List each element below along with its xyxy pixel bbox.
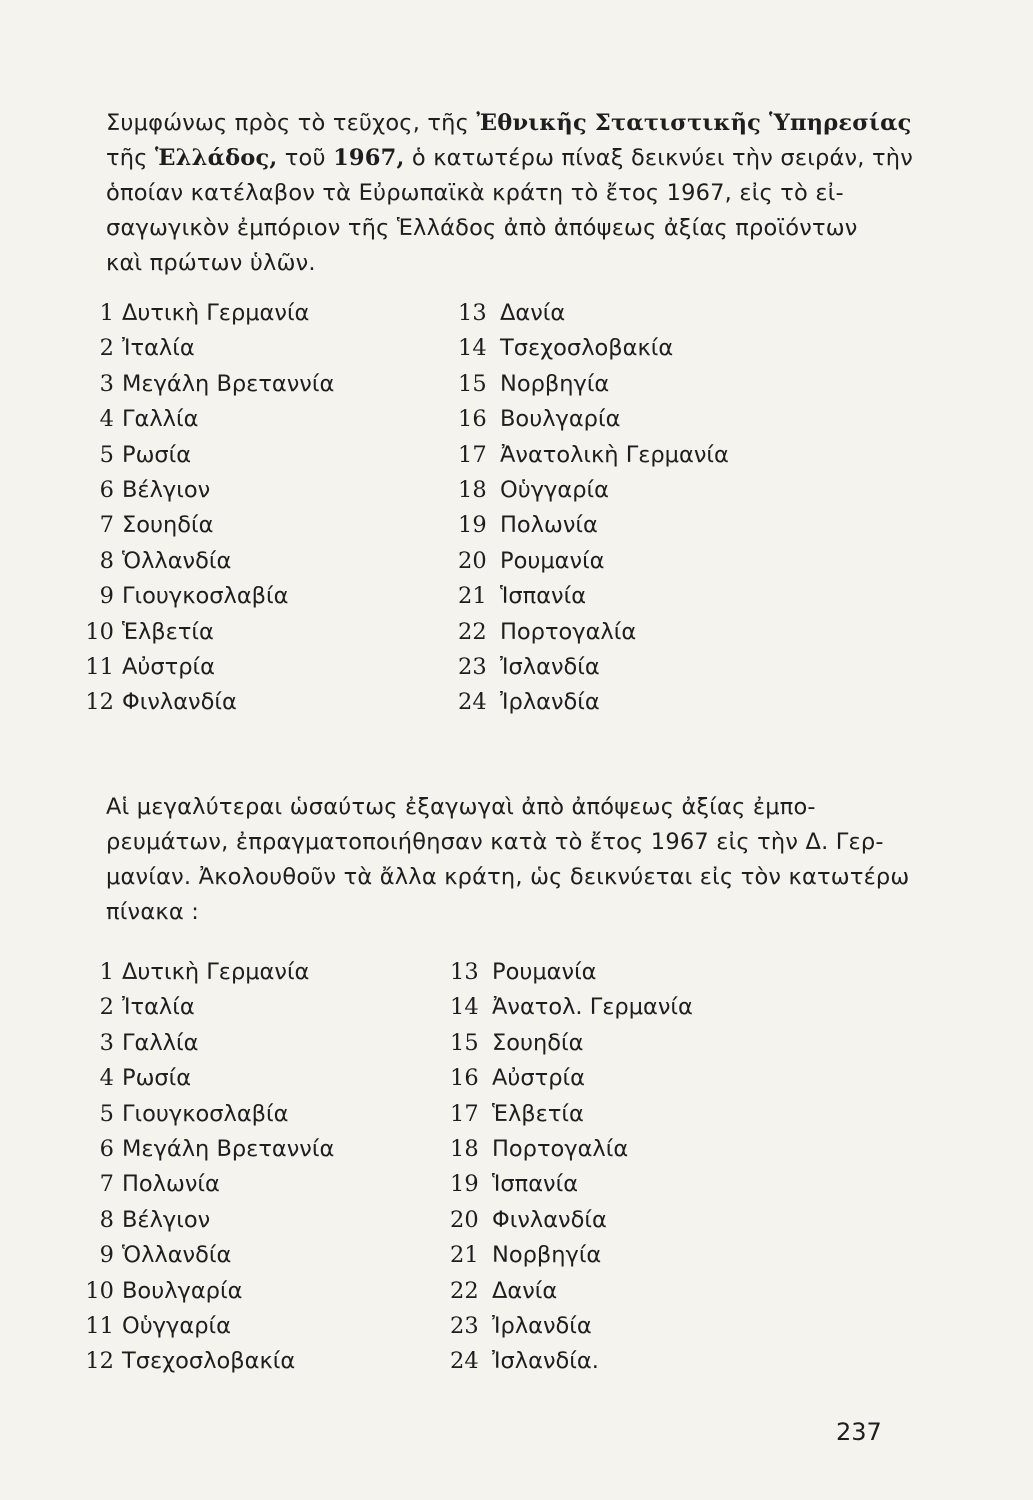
country: Πορτογαλία <box>492 1136 629 1163</box>
list-item <box>450 1097 693 1132</box>
country: Ἰρλανδία <box>492 1313 592 1340</box>
list-item <box>458 296 729 331</box>
rank: 23 <box>450 1313 479 1340</box>
intro-text: τοῦ <box>277 145 334 171</box>
list-item <box>458 367 729 402</box>
list-item <box>78 331 334 366</box>
list-item <box>450 1026 693 1061</box>
country: Βέλγιον <box>122 1206 211 1233</box>
country: Ρωσία <box>122 441 192 468</box>
list-item <box>450 1061 693 1096</box>
rank: 6 <box>99 1136 114 1163</box>
intro-text: Συμφώνως πρὸς τὸ τεῦχος, τῆς <box>106 110 477 136</box>
rank: 3 <box>99 1029 114 1056</box>
list-item <box>458 579 729 614</box>
list-item <box>78 367 334 402</box>
exports-line-3: μανίαν. Ἀκολουθοῦν τὰ ἄλλα κράτη, ὡς δεικνύεται εἰς τὸν κατωτέρω <box>106 864 910 890</box>
agency-name: Ἐθνικῆς Στατιστικῆς Ὑπηρεσίας <box>476 110 912 136</box>
list-item <box>458 685 729 720</box>
country: Γαλλία <box>122 406 199 433</box>
list-item <box>450 1167 693 1202</box>
list-item <box>78 650 334 685</box>
list-item <box>458 402 729 437</box>
country: Δυτικὴ Γερμανία <box>122 959 310 985</box>
country: Ἱσπανία <box>500 583 587 610</box>
country: Ἀνατολ. Γερμανία <box>492 994 693 1021</box>
rank: 1 <box>99 300 114 326</box>
list-item <box>78 296 334 331</box>
list-item <box>78 508 334 543</box>
list-item <box>78 1132 334 1167</box>
list-item <box>78 1344 334 1379</box>
list-item <box>450 1203 693 1238</box>
rank: 16 <box>450 1065 479 1092</box>
exports-list-right <box>450 955 693 1380</box>
country: Τσεχοσλοβακία <box>122 1348 296 1375</box>
intro-line-5: καὶ πρώτων ὑλῶν. <box>106 250 316 276</box>
country: Βουλγαρία <box>500 406 621 433</box>
intro-paragraph <box>106 106 913 281</box>
rank: 10 <box>85 618 114 645</box>
rank: 12 <box>85 689 114 716</box>
country: Φινλανδία <box>122 689 237 716</box>
list-item <box>78 1061 334 1096</box>
list-item <box>450 1132 693 1167</box>
list-item <box>450 1274 693 1309</box>
country: Φινλανδία <box>492 1206 607 1233</box>
rank: 2 <box>99 994 114 1021</box>
country: Νορβηγία <box>492 1242 602 1269</box>
rank: 7 <box>99 512 114 539</box>
rank: 20 <box>458 547 487 574</box>
rank: 13 <box>450 959 479 985</box>
list-item <box>78 1097 334 1132</box>
rank: 21 <box>458 583 487 610</box>
country: Γαλλία <box>122 1029 199 1056</box>
exports-line-2: ρευμάτων, ἐπραγματοποιήθησαν κατὰ τὸ ἔτος 1967 εἰς τὴν Δ. Γερ- <box>106 829 884 855</box>
rank: 3 <box>99 370 114 397</box>
intro-text: ὁ κατωτέρω πίναξ δεικνύει τὴν σειράν, τὴν <box>404 145 913 171</box>
exports-list-left <box>78 955 334 1380</box>
list-item <box>78 1167 334 1202</box>
list-item <box>78 1309 334 1344</box>
country: Πολωνία <box>500 512 598 539</box>
country: Ἱσπανία <box>492 1171 579 1198</box>
rank: 17 <box>450 1100 479 1127</box>
rank: 8 <box>99 547 114 574</box>
rank: 12 <box>85 1348 114 1375</box>
country: Τσεχοσλοβακία <box>500 335 674 362</box>
country: Ὁλλανδία <box>122 547 232 574</box>
list-item <box>450 1344 693 1379</box>
country: Ἀνατολικὴ Γερμανία <box>500 441 729 468</box>
rank: 5 <box>99 441 114 468</box>
list-item <box>458 438 729 473</box>
country: Ρουμανία <box>492 959 597 985</box>
rank: 21 <box>450 1242 479 1269</box>
list-item <box>78 1203 334 1238</box>
rank: 11 <box>85 1313 114 1340</box>
country: Αὐστρία <box>492 1065 585 1092</box>
country: Ρουμανία <box>500 547 605 574</box>
rank: 20 <box>450 1206 479 1233</box>
rank: 13 <box>458 300 487 326</box>
rank: 18 <box>458 477 487 504</box>
imports-list-right <box>458 296 729 721</box>
country: Ἰταλία <box>122 335 195 362</box>
list-item <box>458 544 729 579</box>
country: Γιουγκοσλαβία <box>122 583 289 610</box>
list-item <box>458 473 729 508</box>
rank: 24 <box>458 689 487 716</box>
exports-paragraph <box>106 790 910 930</box>
rank: 19 <box>450 1171 479 1198</box>
country-name: Ἑλλάδος, <box>154 145 278 171</box>
list-item <box>78 579 334 614</box>
intro-line-4: σαγωγικὸν ἐμπόριον τῆς Ἑλλάδος ἀπὸ ἀπόψεως ἀξίας προϊόντων <box>106 215 858 241</box>
rank: 19 <box>458 512 487 539</box>
list-item <box>78 685 334 720</box>
rank: 17 <box>458 441 487 468</box>
country: Βουλγαρία <box>122 1277 243 1304</box>
list-item <box>78 438 334 473</box>
rank: 22 <box>450 1277 479 1304</box>
country: Ρωσία <box>122 1065 192 1092</box>
rank: 6 <box>99 477 114 504</box>
exports-line-1: Αἱ μεγαλύτεραι ὡσαύτως ἐξαγωγαὶ ἀπὸ ἀπόψεως ἀξίας ἐμπο- <box>106 794 816 820</box>
rank: 15 <box>450 1029 479 1056</box>
list-item <box>78 990 334 1025</box>
rank: 16 <box>458 406 487 433</box>
list-item <box>450 990 693 1025</box>
country: Βέλγιον <box>122 477 211 504</box>
country: Ἑλβετία <box>492 1100 584 1127</box>
rank: 15 <box>458 370 487 397</box>
rank: 14 <box>458 335 487 362</box>
list-item <box>450 1309 693 1344</box>
list-item <box>450 1238 693 1273</box>
rank: 4 <box>99 1065 114 1092</box>
year: 1967, <box>333 145 405 171</box>
list-item <box>458 650 729 685</box>
list-item <box>78 1274 334 1309</box>
country: Νορβηγία <box>500 370 610 397</box>
list-item <box>78 1026 334 1061</box>
country: Μεγάλη Βρεταννία <box>122 370 335 397</box>
country: Σουηδία <box>122 512 214 539</box>
country: Ἰταλία <box>122 994 195 1021</box>
list-item <box>450 955 693 990</box>
country: Ἰσλανδία <box>500 654 600 681</box>
list-item <box>78 615 334 650</box>
page-number: 237 <box>836 1418 882 1446</box>
intro-text: τῆς <box>106 145 155 171</box>
list-item <box>78 955 334 990</box>
country: Γιουγκοσλαβία <box>122 1100 289 1127</box>
country: Δανία <box>492 1277 558 1304</box>
country: Πορτογαλία <box>500 618 637 645</box>
rank: 4 <box>99 406 114 433</box>
rank: 18 <box>450 1136 479 1163</box>
rank: 1 <box>99 959 114 985</box>
rank: 24 <box>450 1348 479 1375</box>
country: Δανία <box>500 300 566 326</box>
list-item <box>78 544 334 579</box>
imports-list-left <box>78 296 334 721</box>
rank: 9 <box>99 583 114 610</box>
rank: 11 <box>85 654 114 681</box>
country: Σουηδία <box>492 1029 584 1056</box>
rank: 22 <box>458 618 487 645</box>
country: Οὑγγαρία <box>500 477 609 504</box>
country: Δυτικὴ Γερμανία <box>122 300 310 326</box>
country: Ἰσλανδία. <box>492 1348 599 1375</box>
exports-line-4: πίνακα : <box>106 899 199 925</box>
country: Αὐστρία <box>122 654 215 681</box>
country: Ἰρλανδία <box>500 689 600 716</box>
list-item <box>458 615 729 650</box>
list-item <box>78 402 334 437</box>
rank: 14 <box>450 994 479 1021</box>
rank: 9 <box>99 1242 114 1269</box>
rank: 8 <box>99 1206 114 1233</box>
country: Πολωνία <box>122 1171 220 1198</box>
rank: 23 <box>458 654 487 681</box>
rank: 2 <box>99 335 114 362</box>
intro-line-3: ὁποίαν κατέλαβον τὰ Εὐρωπαϊκὰ κράτη τὸ ἔτος 1967, εἰς τὸ εἰ- <box>106 180 844 206</box>
rank: 7 <box>99 1171 114 1198</box>
rank: 10 <box>85 1277 114 1304</box>
list-item <box>458 508 729 543</box>
list-item <box>78 473 334 508</box>
intro-line-2 <box>106 141 913 176</box>
intro-line-1 <box>106 106 912 141</box>
country: Ὁλλανδία <box>122 1242 232 1269</box>
country: Ἑλβετία <box>122 618 214 645</box>
list-item <box>78 1238 334 1273</box>
country: Μεγάλη Βρεταννία <box>122 1136 335 1163</box>
rank: 5 <box>99 1100 114 1127</box>
list-item <box>458 331 729 366</box>
country: Οὑγγαρία <box>122 1313 231 1340</box>
